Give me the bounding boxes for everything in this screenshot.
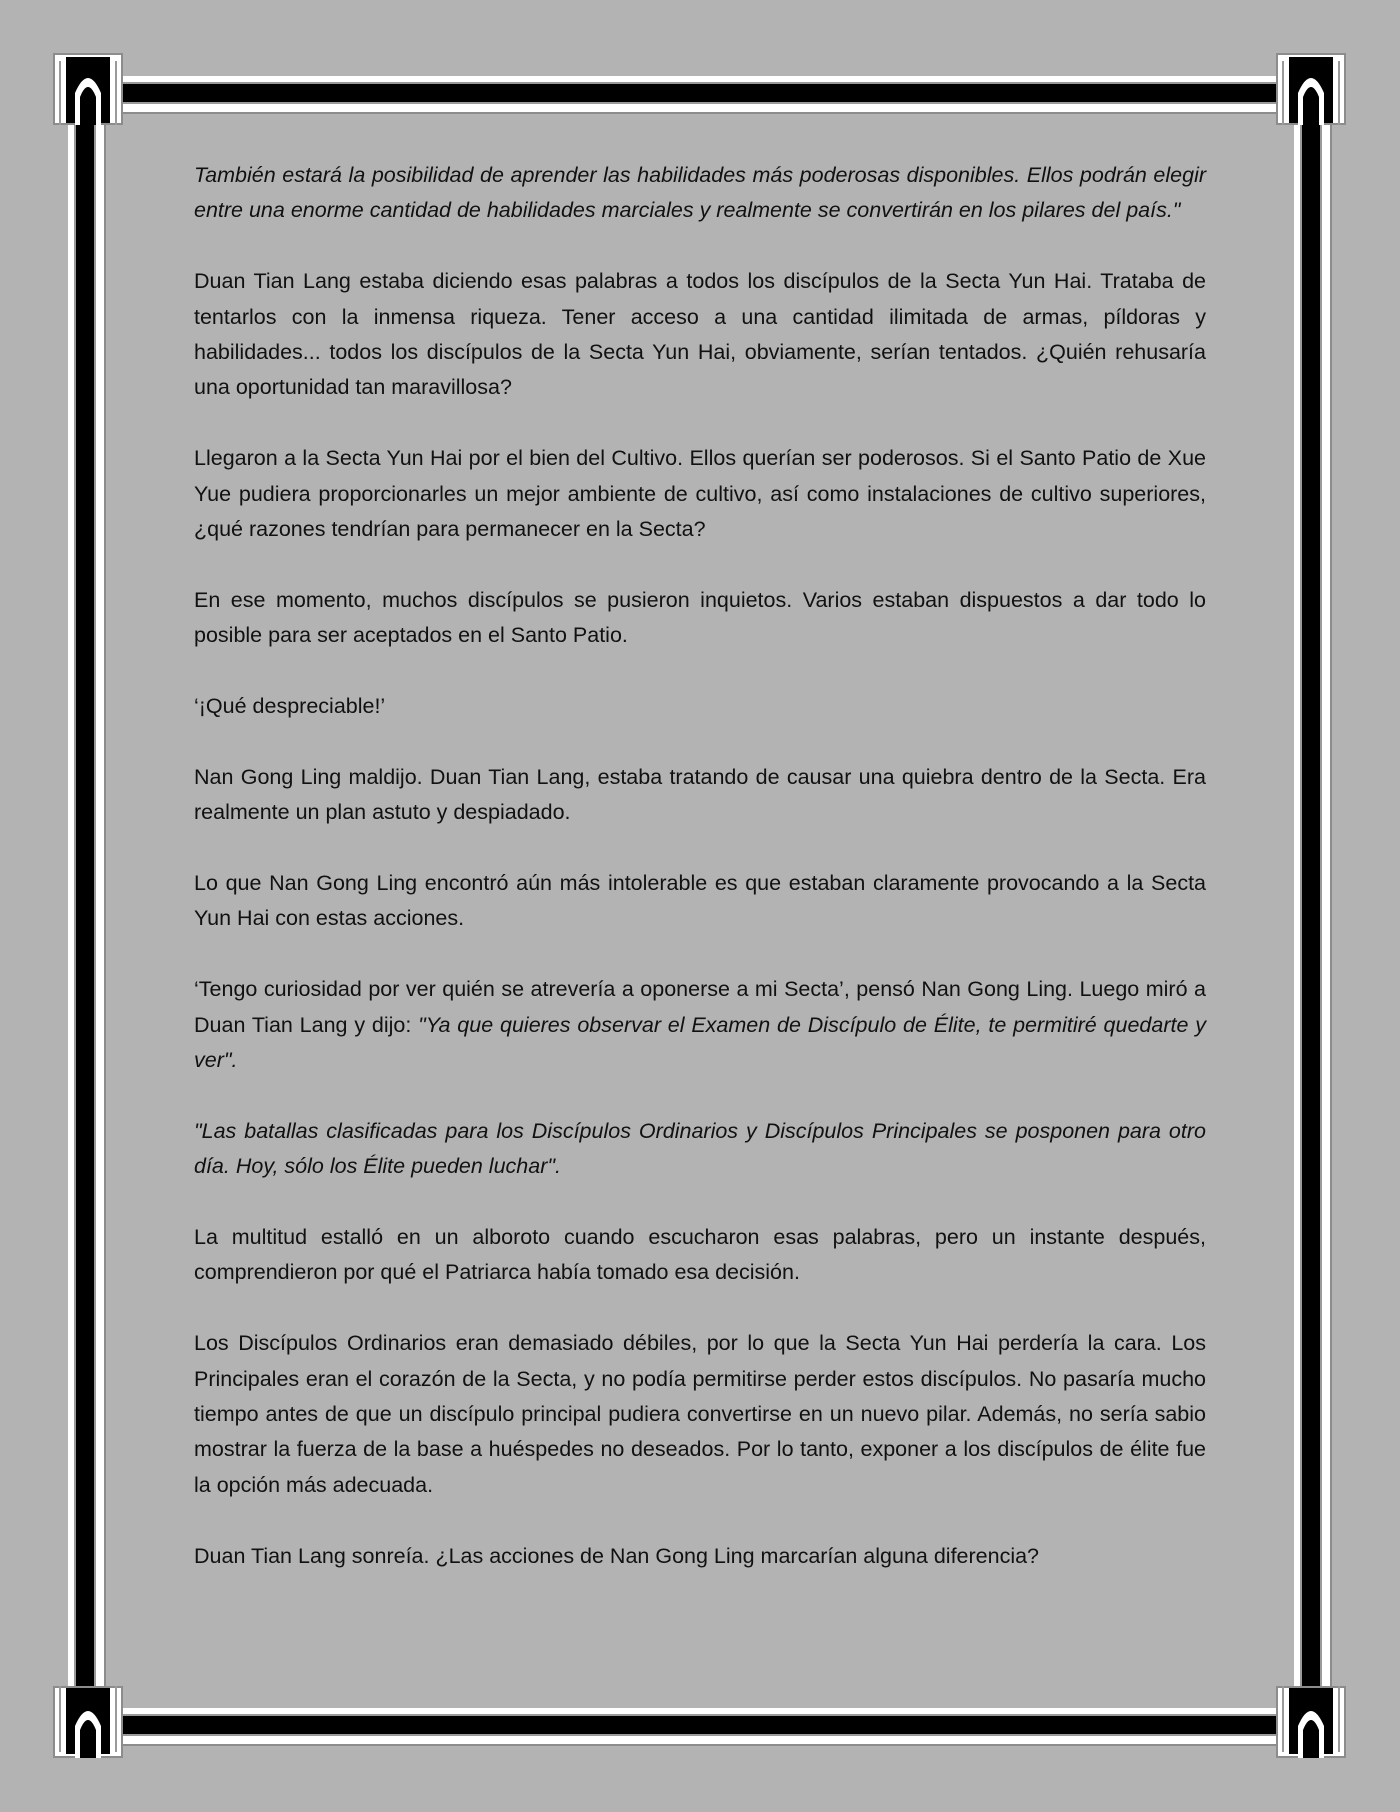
italic-text: "Las batallas clasificadas para los Discípulos Ordinarios y Discípulos Principales se posponen para otro día. Hoy, sólo los Élite pueden luchar". <box>194 1118 1206 1179</box>
italic-text: También estará la posibilidad de aprender las habilidades más poderosas disponibles. Ellos podrán elegir entre una enorme cantidad de habilidades marciales y realmente se convertirán en los pilares del país." <box>194 163 1206 223</box>
document-body <box>194 158 1206 1609</box>
frame-corner-ornament-bottom-right <box>1276 1686 1346 1758</box>
body-text: ‘¡Qué despreciable!’ <box>194 694 386 719</box>
body-text: ‘Tengo curiosidad por ver quién se atrevería a oponerse a mi Secta’, pensó Nan Gong Ling. Luego miró a Duan Tian Lang y dijo: <box>194 977 1206 1037</box>
paragraph <box>194 158 1206 229</box>
paragraph <box>194 760 1206 831</box>
paragraph <box>194 264 1206 406</box>
frame-right-border <box>1292 120 1336 1700</box>
body-text: Llegaron a la Secta Yun Hai por el bien del Cultivo. Ellos querían ser poderosos. Si el Santo Patio de Xue Yue pudiera proporcionarles un mejor ambiente de cultivo, así como instalaciones de cultivo superiores, ¿qué razones tendrían para permanecer en la Secta? <box>194 446 1206 542</box>
body-text: En ese momento, muchos discípulos se pusieron inquietos. Varios estaban dispuestos a dar todo lo posible para ser aceptados en el Santo Patio. <box>194 587 1206 648</box>
paragraph <box>194 1220 1206 1291</box>
frame-corner-ornament-top-right <box>1276 53 1346 125</box>
paragraph <box>194 1539 1206 1574</box>
paragraph <box>194 972 1206 1078</box>
paragraph <box>194 583 1206 654</box>
body-text: Los Discípulos Ordinarios eran demasiado débiles, por lo que la Secta Yun Hai perdería la cara. Los Principales eran el corazón de la Secta, y no podía permitirse perder estos discípulos. No pasaría mucho tiempo antes de que un discípulo principal pudiera convertirse en un nuevo pilar. Además, no sería sabio mostrar la fuerza de la base a huéspedes no deseados. Por lo tanto, exponer a los discípulos de élite fue la opción más adecuada. <box>194 1331 1206 1497</box>
body-text: Duan Tian Lang estaba diciendo esas palabras a todos los discípulos de la Secta Yun Hai. Trataba de tentarlos con la inmensa riqueza. Tener acceso a una cantidad ilimitada de armas, píldoras y habilidades... todos los discípulos de la Secta Yun Hai, obviamente, serían tentados. ¿Quién rehusaría una oportunidad tan maravillosa? <box>194 269 1206 400</box>
paragraph <box>194 1326 1206 1503</box>
body-text: Nan Gong Ling maldijo. Duan Tian Lang, estaba tratando de causar una quiebra dentro de la Secta. Era realmente un plan astuto y despiadado. <box>194 764 1206 825</box>
body-text: Lo que Nan Gong Ling encontró aún más intolerable es que estaban claramente provocando a la Secta Yun Hai con estas acciones. <box>194 871 1206 931</box>
body-text: Duan Tian Lang sonreía. ¿Las acciones de Nan Gong Ling marcarían alguna diferencia? <box>194 1543 1040 1568</box>
paragraph <box>194 1114 1206 1185</box>
italic-text: "Ya que quieres observar el Examen de Discípulo de Élite, te permitiré quedarte y ver". <box>194 1012 1206 1073</box>
frame-corner-ornament-bottom-left <box>53 1686 123 1758</box>
paragraph <box>194 866 1206 937</box>
frame-bottom-border <box>110 1706 1290 1750</box>
frame-left-border <box>66 120 110 1700</box>
paragraph <box>194 441 1206 547</box>
paragraph <box>194 689 1206 724</box>
frame-top-border <box>110 74 1290 118</box>
frame-corner-ornament-top-left <box>53 53 123 125</box>
body-text: La multitud estalló en un alboroto cuando escucharon esas palabras, pero un instante después, comprendieron por qué el Patriarca había tomado esa decisión. <box>194 1225 1206 1285</box>
